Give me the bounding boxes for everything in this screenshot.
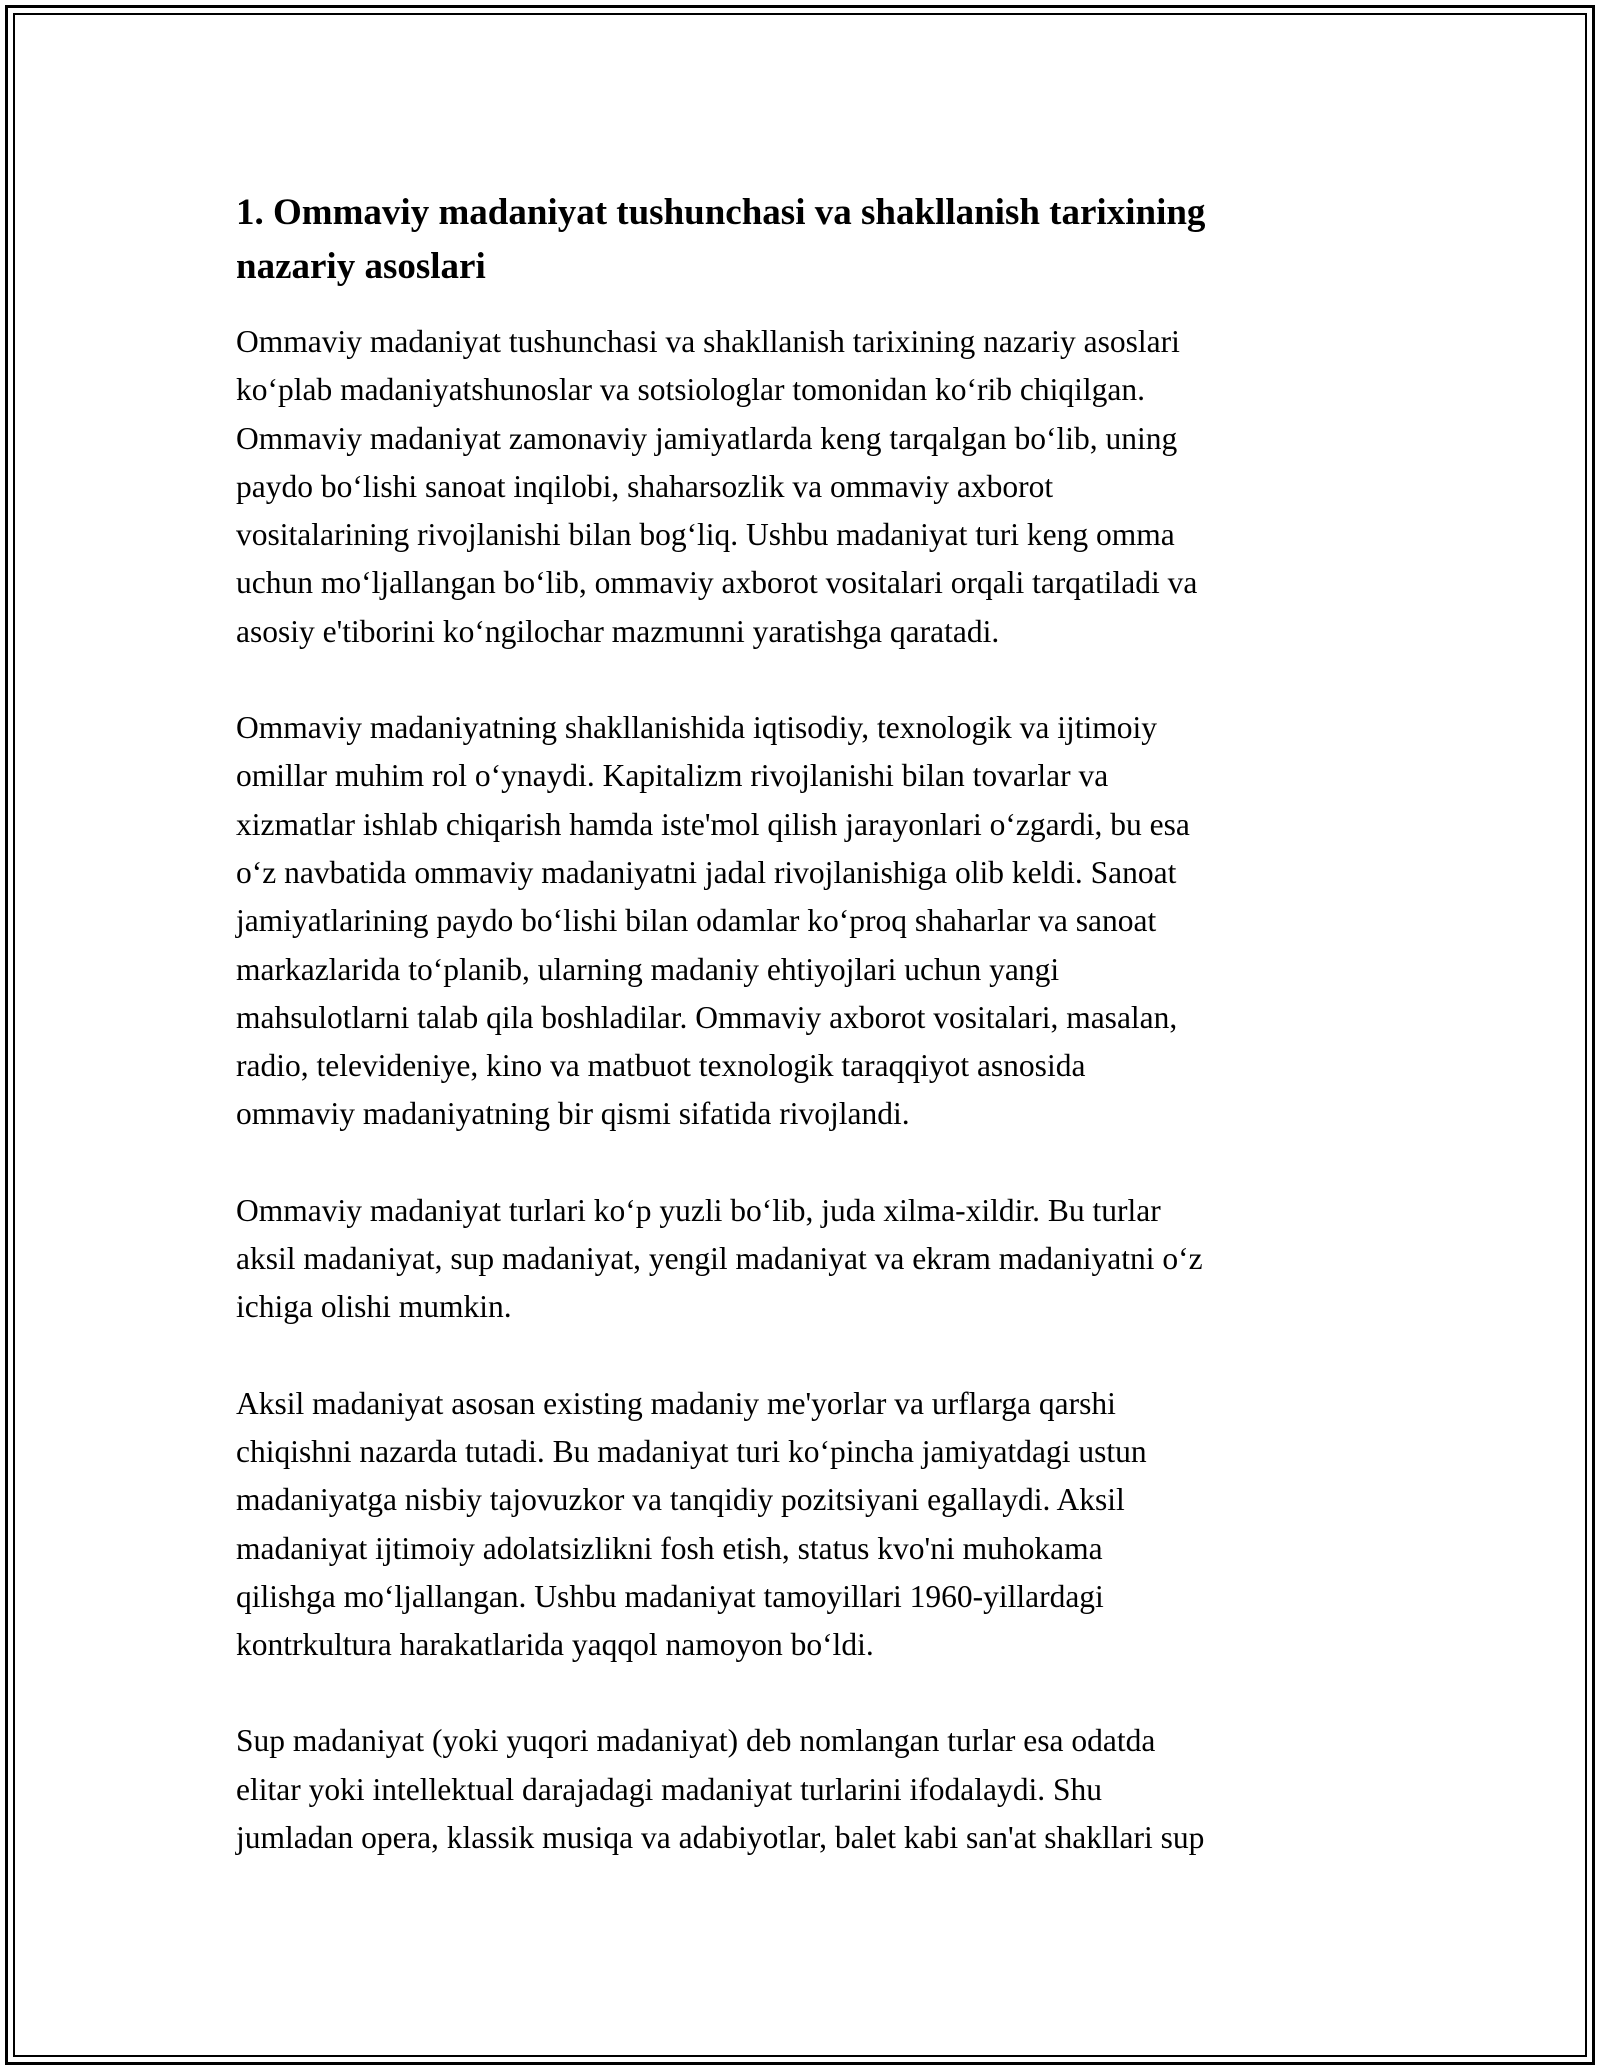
paragraph-1: Ommaviy madaniyat tushunchasi va shakllanish tarixining nazariy asoslari ko‘plab madaniyatshunoslar va sotsiologlar tomonidan ko‘rib chiqilgan. Ommaviy madaniyat zamonaviy jamiyatlarda keng tarqalgan bo‘lib, uning paydo bo‘lishi sanoat inqilobi, shaharsozlik va ommaviy axborot vositalarining rivojlanishi bilan bog‘liq. Ushbu madaniyat turi keng omma uchun mo‘ljallangan bo‘lib, ommaviy axborot vositalari orqali tarqatiladi va asosiy e'tiborini ko‘ngilochar mazmunni yaratishga qaratadi. — [236, 324, 1198, 649]
document-body — [236, 186, 1376, 1910]
paragraph-3: Ommaviy madaniyat turlari ko‘p yuzli bo‘lib, juda xilma-xildir. Bu turlar aksil madaniyat, sup madaniyat, yengil madaniyat va ekram madaniyatni o‘z ichiga olishi mumkin. — [236, 1192, 1203, 1325]
paragraph-2: Ommaviy madaniyatning shakllanishida iqtisodiy, texnologik va ijtimoiy omillar muhim rol o‘ynaydi. Kapitalizm rivojlanishi bilan tovarlar va xizmatlar ishlab chiqarish hamda iste'mol qilish jarayonlari o‘zgardi, bu esa o‘z navbatida ommaviy madaniyatni jadal rivojlanishiga olib keldi. Sanoat jamiyatlarining paydo bo‘lishi bilan odamlar ko‘proq shaharlar va sanoat markazlarida to‘planib, ularning madaniy ehtiyojlari uchun yangi mahsulotlarni talab qila boshladilar. Ommaviy axborot vositalari, masalan, radio, televideniye, kino va matbuot texnologik taraqqiyot asnosida ommaviy madaniyatning bir qismi sifatida rivojlandi. — [236, 710, 1190, 1132]
paragraph-5: Sup madaniyat (yoki yuqori madaniyat) deb nomlangan turlar esa odatda elitar yoki intellektual darajadagi madaniyat turlarini ifodalaydi. Shu jumladan opera, klassik musiqa va adabiyotlar, balet kabi san'at shakllari sup — [236, 1723, 1205, 1856]
section-heading: 1. Ommaviy madaniyat tushunchasi va shakllanish tarixining nazariy asoslari — [236, 192, 1206, 287]
paragraph-4: Aksil madaniyat asosan existing madaniy me'yorlar va urflarga qarshi chiqishni nazarda tutadi. Bu madaniyat turi ko‘pincha jamiyatdagi ustun madaniyatga nisbiy tajovuzkor va tanqidiy pozitsiyani egallaydi. Aksil madaniyat ijtimoiy adolatsizlikni fosh etish, status kvo'ni muhokama qilishga mo‘ljallangan. Ushbu madaniyat tamoyillari 1960-yillardagi kontrkultura harakatlarida yaqqol namoyon bo‘ldi. — [236, 1385, 1147, 1663]
